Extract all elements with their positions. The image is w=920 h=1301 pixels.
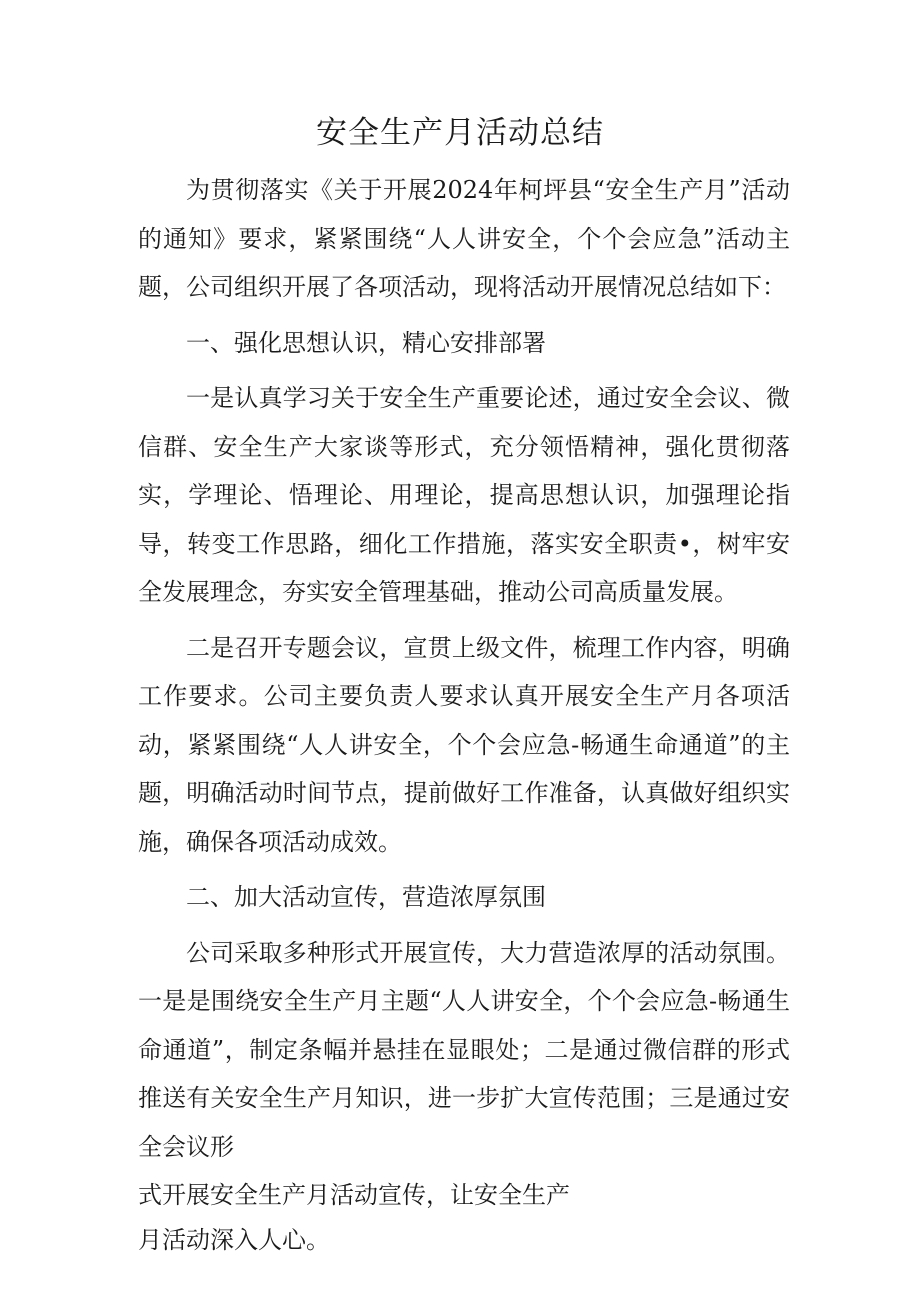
section1-paragraph-1: 一是认真学习关于安全生产重要论述，通过安全会议、微信群、安全生产大家谈等形式，充分领悟精神，强化贯彻落实，学理论、悟理论、用理论，提高思想认识，加强理论指导，转变工作思路，细化工作措施，落实安全职责•，树牢安全发展理念，夯实安全管理基础，推动公司高质量发展。 xyxy=(138,384,790,606)
section1-heading: 一、强化思想认识，精心安排部署 xyxy=(186,328,546,357)
section2-paragraph-line-a: 式开展安全生产月活动宣传，让安全生产 xyxy=(138,1181,570,1209)
document-body xyxy=(138,166,790,1260)
intro-paragraph: 为贯彻落实《关于开展2024年柯坪县“安全生产月”活动的通知》要求，紧紧围绕“人人讲安全，个个会应急”活动主题，公司组织开展了各项活动，现将活动开展情况总结如下： xyxy=(138,176,790,301)
section2-paragraph-line-b: 月活动深入人心。 xyxy=(138,1225,330,1254)
section2-heading: 二、加大活动宣传，营造浓厚氛围 xyxy=(186,883,546,911)
section2-paragraph-1: 公司采取多种形式开展宣传，大力营造浓厚的活动氛围。一是是围绕安全生产月主题“人人讲安全，个个会应急-畅通生命通道”，制定条幅并悬挂在显眼处；二是通过微信群的形式推送有关安全生产月知识，进一步扩大宣传范围；三是通过安全会议形 xyxy=(138,938,790,1161)
section1-paragraph-2: 二是召开专题会议，宣贯上级文件，梳理工作内容，明确工作要求。公司主要负责人要求认真开展安全生产月各项活动，紧紧围绕“人人讲安全，个个会应急-畅通生命通道”的主题，明确活动时间节点，提前做好工作准备，认真做好组织实施，确保各项活动成效。 xyxy=(138,633,790,856)
document-title: 安全生产月活动总结 xyxy=(316,115,604,151)
